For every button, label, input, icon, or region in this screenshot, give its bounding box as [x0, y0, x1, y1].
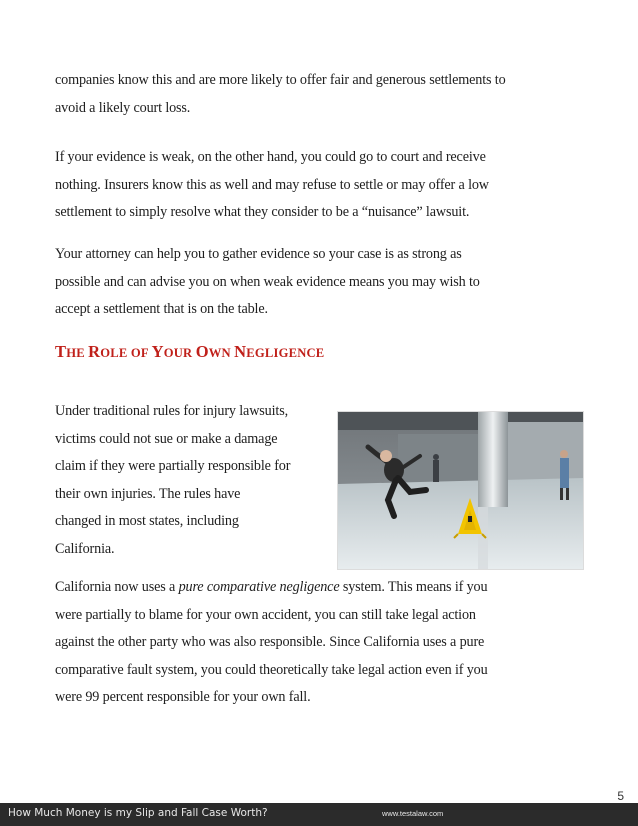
- photo-illustration: [338, 412, 583, 569]
- text-line: companies know this and are more likely to offer fair and generous settlements to: [55, 72, 506, 88]
- paragraph-weak-evidence: [55, 144, 489, 227]
- heading-cap: O: [195, 342, 209, 361]
- text-line: If your evidence is weak, on the other hand, you could go to court and receive: [55, 149, 486, 165]
- heading-cap: Y: [151, 342, 164, 361]
- slip-and-fall-photo: [337, 411, 584, 570]
- heading-smallcaps: WN: [208, 346, 235, 360]
- heading-smallcaps: EGLIGENCE: [246, 346, 325, 360]
- paragraph-traditional-rules: [55, 398, 290, 563]
- heading-smallcaps: OUR: [163, 346, 196, 360]
- paragraph-comparative-negligence: [55, 574, 488, 712]
- text-line: possible and can advise you on when weak evidence means you may wish to: [55, 273, 480, 290]
- text-line: California.: [55, 540, 115, 557]
- text-line: [55, 574, 488, 602]
- text-line: against the other party who was also responsible. Since California uses a pure: [55, 634, 485, 650]
- text-line: Under traditional rules for injury lawsuits,: [55, 403, 288, 419]
- page-number: 5: [617, 789, 624, 803]
- heading-smallcaps: HE: [66, 346, 89, 360]
- text-line: claim if they were partially responsible for: [55, 458, 291, 474]
- text-line: nothing. Insurers know this as well and may refuse to settle or may offer a low: [55, 176, 489, 193]
- page-footer: [0, 803, 638, 826]
- text-line: were 99 percent responsible for your own fall.: [55, 689, 311, 705]
- paragraph-settlement-intro: [55, 67, 506, 122]
- heading-cap: N: [234, 342, 247, 361]
- text-line: were partially to blame for your own accident, you can still take legal action: [55, 606, 476, 623]
- text-line: accept a settlement that is on the table.: [55, 301, 268, 317]
- paragraph-attorney-help: [55, 241, 480, 324]
- text-line: avoid a likely court loss.: [55, 99, 191, 116]
- footer-document-title: How Much Money is my Slip and Fall Case Worth?: [8, 807, 268, 819]
- heading-cap: T: [55, 342, 67, 361]
- text-line: settlement to simply resolve what they consider to be a “nuisance” lawsuit.: [55, 204, 470, 220]
- text-line: changed in most states, including: [55, 513, 239, 529]
- text-line: victims could not sue or make a damage: [55, 430, 278, 447]
- heading-cap: R: [88, 342, 101, 361]
- section-heading: [55, 342, 324, 362]
- text-segment: California now uses a: [55, 579, 179, 595]
- text-line: their own injuries. The rules have: [55, 485, 241, 502]
- footer-website-link[interactable]: www.testalaw.com: [382, 809, 444, 818]
- text-line: Your attorney can help you to gather evidence so your case is as strong as: [55, 246, 462, 262]
- text-segment: system. This means if you: [339, 579, 488, 595]
- emphasized-term: pure comparative negligence: [178, 579, 340, 595]
- heading-smallcaps: OLE OF: [100, 346, 152, 360]
- text-line: comparative fault system, you could theoretically take legal action even if you: [55, 661, 488, 678]
